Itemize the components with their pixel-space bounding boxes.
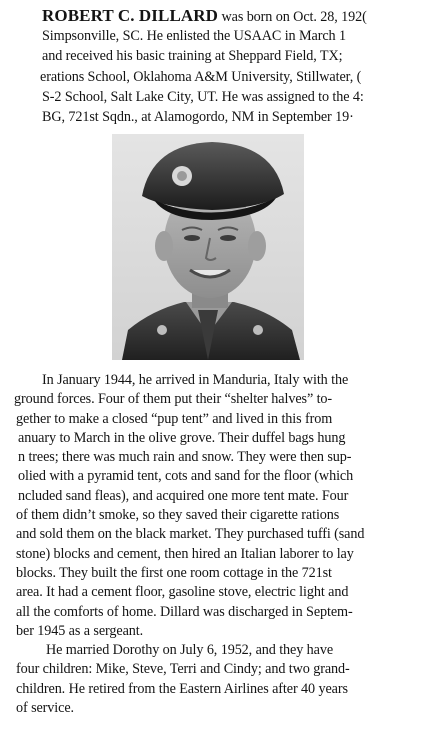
paragraph-line: area. It had a cement floor, gasoline stove, electric light and	[16, 584, 349, 601]
intro-line: BG, 721st Sqdn., at Alamogordo, NM in September 19·	[42, 108, 354, 125]
paragraph-line: blocks. They built the first one room cottage in the 721st	[16, 564, 332, 581]
paragraph-line: gether to make a closed “pup tent” and lived in this from	[16, 410, 333, 427]
portrait-photo	[112, 134, 304, 360]
paragraph-line: In January 1944, he arrived in Manduria, Italy with the	[42, 372, 349, 388]
paragraph-line: four children: Mike, Steve, Terri and Cindy; and two grand-	[16, 661, 350, 678]
paragraph-line: of them didn’t smoke, so they saved their cigarette rations	[16, 507, 340, 524]
body-text	[0, 371, 440, 718]
paragraph-line: He married Dorothy on July 6, 1952, and they have	[46, 642, 334, 659]
paragraph-line: ber 1945 as a sergeant.	[16, 622, 144, 639]
paragraph-line: ground forces. Four of them put their “shelter halves” to-	[14, 391, 333, 408]
intro-line-1-text: was born on Oct. 28, 192(	[218, 9, 367, 25]
intro-line-1	[42, 6, 440, 26]
intro-line: and received his basic training at Sheppard Field, TX;	[42, 48, 343, 65]
paragraph-line: stone) blocks and cement, then hired an Italian laborer to lay	[16, 545, 354, 562]
person-name: ROBERT C. DILLARD	[42, 6, 219, 25]
paragraph-line: ncluded sand fleas), and acquired one more tent mate. Four	[18, 487, 349, 504]
paragraph-line: of service.	[16, 700, 74, 717]
intro-line: erations School, Oklahoma A&M University, Stillwater, (	[40, 68, 362, 85]
soldier-portrait-image	[112, 134, 304, 360]
paragraph-line: children. He retired from the Eastern Airlines after 40 years	[16, 680, 348, 697]
intro-paragraph	[42, 6, 440, 127]
paragraph-line: and sold them on the black market. They purchased tuffi (sand	[16, 526, 365, 543]
intro-line: Simpsonville, SC. He enlisted the USAAC in March 1	[42, 28, 346, 45]
paragraph-line: n trees; there was much rain and snow. They were then sup-	[18, 449, 352, 466]
paragraph-line: anuary to March in the olive grove. Their duffel bags hung	[18, 429, 346, 446]
paragraph-line: olied with a pyramid tent, cots and sand for the floor (which	[18, 468, 354, 485]
intro-line: S-2 School, Salt Lake City, UT. He was assigned to the 4:	[42, 88, 364, 105]
paragraph-line: all the comforts of home. Dillard was discharged in Septem-	[16, 603, 353, 620]
